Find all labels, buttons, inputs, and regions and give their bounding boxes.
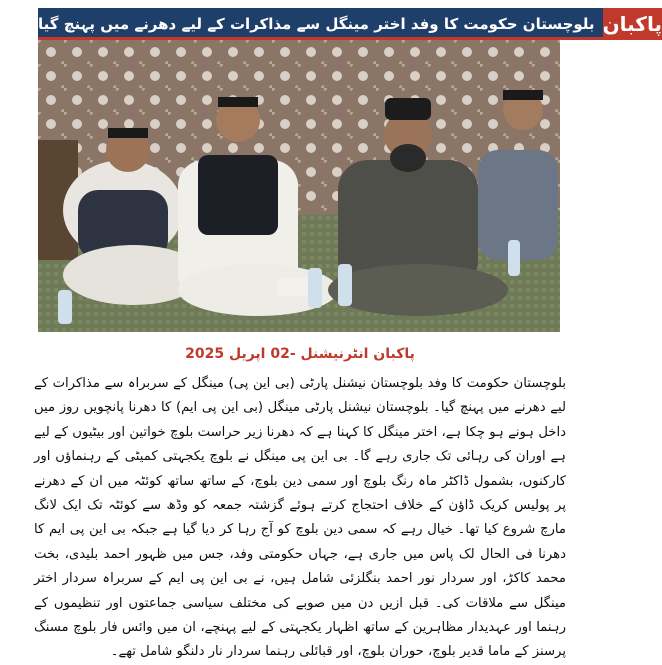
- news-photo: [38, 40, 560, 332]
- brand-logo: پاکبان: [603, 8, 662, 40]
- dateline: پاکبان انٹرنیشنل -02 اپریل 2025: [185, 346, 415, 362]
- meeting-photo: [38, 40, 560, 332]
- headline: بلوچستان حکومت کا وفد اختر مینگل سے مذاکرات کے لیے دھرنے میں پہنچ گیا: [38, 8, 603, 40]
- news-header: [38, 8, 662, 40]
- article-body: بلوچستان حکومت کا وفد بلوچستان نیشنل پارٹی (بی این پی) مینگل کے سربراہ سے مذاکرات کے لیے دھرنے میں پہنچ گیا۔ بلوچستان نیشنل پارٹی مینگل (بی این پی ایم) کا دھرنا پانچویں روز میں داخل ہونے ہو چکا ہے، اختر مینگل کا کہنا ہے کہ دھرنا زیر حراست بلوچ خواتین اور بیٹیوں کے لیے ہے اوران کی رہائی تک جاری رہے گا۔ بی این پی مینگل نے بلوچ یکجہتی کمیٹی کے رہنماؤں اور کارکنوں، بشمول ڈاکٹر ماہ رنگ بلوچ اور سمی دین بلوچ، کے ساتھ ساتھ کوئٹہ میں ان کے دھرنے پر پولیس کریک ڈاؤن کے خلاف احتجاج کرتے ہوئے گزشتہ جمعہ کو وڈھ سے کوئٹہ تک ایک لانگ مارچ شروع کیا تھا۔ خیال رہے کہ سمی دین بلوچ کو آج رہا کر دیا گیا ہے جبکہ بی این پی ایم کا دھرنا فی الحال لک پاس میں جاری ہے، جہاں حکومتی وفد، جس میں ظہور احمد بلیدی، بخت محمد کاکڑ، اور سردار نور احمد بنگلزئی شامل ہیں، نے بی این پی ایم کے سربراہ سردار اختر مینگل سے ملاقات کی۔ قبل ازیں دن میں صوبے کی مختلف سیاسی جماعتوں اور تنظیموں کے رہنما اور عہدیدار مظاہرین کے ساتھ اظہار یکجہتی کے لیے پہنچے، ان میں وائس فار بلوچ مسنگ پرسنز کے ماما قدیر بلوچ، حوران بلوچ، اور قبائلی رہنما سردار نار دلنگو شامل تھے۔: [34, 376, 566, 660]
